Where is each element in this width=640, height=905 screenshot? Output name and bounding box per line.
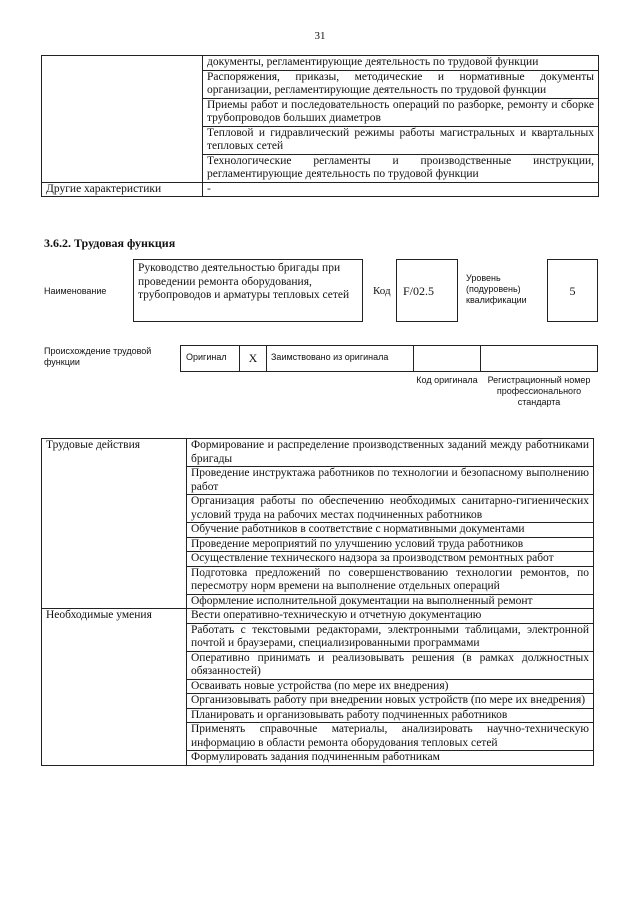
table-row: документы, регламентирующие деятельность по трудовой функции — [203, 56, 599, 71]
other-characteristics-value: - — [203, 182, 599, 197]
code-value-box: F/02.5 — [396, 259, 458, 322]
original-cell: Оригинал — [180, 345, 240, 372]
table-row: Формирование и распределение производственных заданий между работниками бригады — [187, 439, 594, 467]
table-row: Проведение инструктажа работников по технологии и безопасному выполнению работ — [187, 467, 594, 495]
table-row: Технологические регламенты и производственные инструкции, регламентирующие деятельность по трудовой функции — [203, 154, 599, 182]
level-value-box: 5 — [547, 259, 598, 322]
table-row: Приемы работ и последовательность операций по разборке, ремонту и сборке трубопроводов больших диаметров — [203, 98, 599, 126]
table-row: Оформление исполнительной документации на выполненный ремонт — [187, 594, 594, 609]
knowledge-table-continuation — [41, 55, 599, 197]
function-name-box: Руководство деятельностью бригады при проведении ремонта оборудования, трубопроводов и арматуры тепловых сетей — [133, 259, 363, 322]
table-row: Осуществление технического надзора за производством ремонтных работ — [187, 552, 594, 567]
table-row: Тепловой и гидравлический режимы работы магистральных и квартальных тепловых сетей — [203, 126, 599, 154]
skills-label: Необходимые умения — [42, 609, 187, 766]
table-row: Организовывать работу при внедрении новых устройств (по мере их внедрения) — [187, 694, 594, 709]
original-mark-cell: X — [239, 345, 267, 372]
table-row: Планировать и организовывать работу подчиненных работников — [187, 708, 594, 723]
labor-actions-table — [41, 438, 594, 766]
table-cell-empty — [42, 56, 203, 183]
table-row: Проведение мероприятий по улучшению условий труда работников — [187, 537, 594, 552]
reg-number-caption: Регистрационный номер профессионального стандарта — [487, 375, 591, 407]
code-label: Код — [373, 285, 391, 297]
labor-actions-label: Трудовые действия — [42, 439, 187, 609]
table-row: Подготовка предложений по совершенствованию технологии ремонтов, по пересмотру норм времени на выполнение отдельных операций — [187, 566, 594, 594]
origin-label: Происхождение трудовой функции — [44, 346, 152, 367]
table-row: Обучение работников в соответствие с нормативными документами — [187, 523, 594, 538]
table-row: Применять справочные материалы, анализировать научно-техническую информацию в области ремонта оборудования тепловых сетей — [187, 723, 594, 751]
name-label: Наименование — [44, 286, 107, 296]
table-row: Вести оперативно-техническую и отчетную документацию — [187, 609, 594, 624]
level-label: Уровень (подуровень) квалификации — [466, 273, 527, 305]
borrowed-cell: Заимствовано из оригинала — [266, 345, 414, 372]
other-characteristics-label: Другие характеристики — [42, 182, 203, 197]
table-row: Оперативно принимать и реализовывать решения (в рамках должностных обязанностей) — [187, 651, 594, 679]
table-row: Формулировать задания подчиненным работникам — [187, 751, 594, 766]
table-row: Работать с текстовыми редакторами, электронными таблицами, электронной почтой и браузерами, специализированными программами — [187, 623, 594, 651]
table-row: Осваивать новые устройства (по мере их внедрения) — [187, 679, 594, 694]
table-row: Распоряжения, приказы, методические и нормативные документы организации, регламентирующие деятельность по трудовой функции — [203, 70, 599, 98]
code-original-caption: Код оригинала — [416, 375, 478, 385]
origin-code-cell — [413, 345, 481, 372]
origin-reg-number-cell — [480, 345, 598, 372]
section-heading: 3.6.2. Трудовая функция — [44, 236, 176, 250]
table-row: Организация работы по обеспечению необходимых санитарно-гигиенических условий труда на рабочих местах подчиненных работников — [187, 495, 594, 523]
page-number: 31 — [314, 30, 326, 42]
